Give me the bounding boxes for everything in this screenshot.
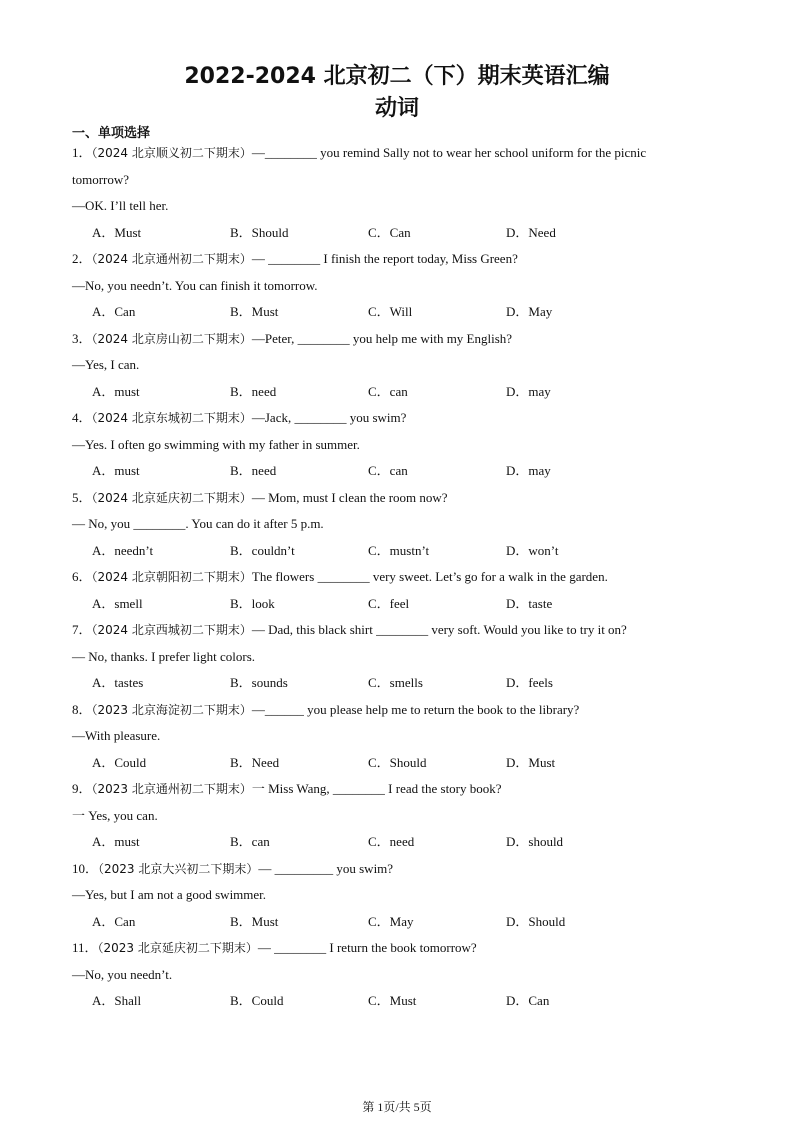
answer-option: C．can xyxy=(368,463,408,478)
question-source: （2024 北京朝阳初二下期末） xyxy=(91,570,252,584)
question-item xyxy=(72,405,732,485)
answer-option: B．need xyxy=(230,463,277,478)
question-stem xyxy=(72,485,732,512)
question-item xyxy=(72,935,732,1015)
question-item xyxy=(72,776,732,856)
answer-options xyxy=(72,988,732,1015)
dialogue-line: —Yes, but I am not a good swimmer. xyxy=(72,887,267,902)
question-stem xyxy=(72,405,732,432)
answer-option: A．Must xyxy=(92,224,142,240)
answer-option: C．feel xyxy=(368,595,410,611)
question-list xyxy=(72,140,732,1015)
question-number: 1． xyxy=(72,145,92,160)
answer-option: C．Should xyxy=(368,754,427,770)
answer-option: D．Can xyxy=(506,993,550,1008)
answer-options xyxy=(72,379,732,406)
question-number: 11． xyxy=(72,940,98,955)
question-number: 8． xyxy=(72,701,92,717)
answer-option: D．May xyxy=(506,304,553,319)
answer-option: C．mustn’t xyxy=(368,542,430,558)
question-source: （2023 北京延庆初二下期末） xyxy=(97,941,258,955)
question-text: — _________ you swim? xyxy=(258,860,394,876)
answer-option: C．Will xyxy=(368,304,413,319)
answer-option: A．Shall xyxy=(92,993,142,1008)
page-footer: 第 1页/共 5页 xyxy=(362,1100,432,1114)
question-source: （2024 北京通州初二下期末） xyxy=(91,252,252,266)
dialogue-line: — No, thanks. I prefer light colors. xyxy=(72,648,256,664)
question-item xyxy=(72,246,732,326)
question-text: — ________ I finish the report today, Miss Green? xyxy=(251,251,518,266)
answer-option: D．feels xyxy=(506,675,553,690)
answer-options xyxy=(72,909,732,936)
answer-options xyxy=(72,538,732,565)
question-stem xyxy=(72,326,732,353)
answer-option: D．taste xyxy=(506,595,553,611)
question-number: 5． xyxy=(72,489,92,505)
dialogue-line: —With pleasure. xyxy=(72,728,161,743)
answer-options xyxy=(72,670,732,697)
answer-option: D．Should xyxy=(506,913,566,929)
question-text: The flowers ________ very sweet. Let’s go for a walk in the garden. xyxy=(251,569,608,584)
answer-option: D．Need xyxy=(506,224,556,240)
dialogue-line: — No, you ________. You can do it after 5 p.m. xyxy=(72,516,324,531)
answer-option: A．must xyxy=(92,383,140,399)
answer-option: B．Should xyxy=(230,224,289,240)
answer-option: A．Can xyxy=(92,913,136,929)
answer-options xyxy=(72,458,732,485)
answer-option: B．Need xyxy=(230,754,280,770)
question-text: —________ you remind Sally not to wear her school uniform for the picnic xyxy=(251,145,647,160)
question-item xyxy=(72,697,732,777)
dialogue-line: —No, you needn’t. xyxy=(72,966,173,982)
answer-option: B．Could xyxy=(230,993,284,1008)
answer-option: B．couldn’t xyxy=(230,542,295,558)
question-number: 2． xyxy=(72,251,92,266)
answer-options xyxy=(72,829,732,856)
answer-option: C．smells xyxy=(368,675,423,690)
answer-option: C．need xyxy=(368,834,415,849)
question-source: （2024 北京延庆初二下期末） xyxy=(91,490,252,505)
question-source: （2023 北京海淀初二下期末） xyxy=(91,702,252,717)
answer-option: D．Must xyxy=(506,754,556,770)
question-text: —______ you please help me to return the book to the library? xyxy=(251,701,580,717)
question-source: （2023 北京通州初二下期末） xyxy=(91,782,252,796)
question-stem xyxy=(72,140,732,167)
answer-option: A．must xyxy=(92,463,140,478)
question-stem xyxy=(72,856,732,883)
dialogue-line: —Yes. I often go swimming with my father in summer. xyxy=(72,436,360,452)
question-source: （2024 北京西城初二下期末） xyxy=(91,623,252,637)
question-stem xyxy=(72,617,732,644)
question-item xyxy=(72,326,732,406)
question-number: 4． xyxy=(72,410,92,425)
question-text: — ________ I return the book tomorrow? xyxy=(257,940,477,955)
question-text: — Dad, this black shirt ________ very soft. Would you like to try it on? xyxy=(251,622,627,637)
question-stem xyxy=(72,776,732,803)
question-source: （2023 北京大兴初二下期末） xyxy=(98,861,259,876)
answer-options xyxy=(72,299,732,326)
dialogue-line: 一 Yes, you can. xyxy=(72,807,158,823)
dialogue-line: —No, you needn’t. You can finish it tomorrow. xyxy=(72,277,318,293)
answer-option: A．smell xyxy=(92,595,143,611)
answer-option: C．May xyxy=(368,913,414,929)
question-stem xyxy=(72,697,732,724)
answer-option: C．Can xyxy=(368,224,411,240)
dialogue-line: —OK. I’ll tell her. xyxy=(72,198,169,213)
question-stem xyxy=(72,246,732,273)
question-text: — Mom, must I clean the room now? xyxy=(251,489,448,505)
answer-option: A．must xyxy=(92,834,140,849)
dialogue-line: —Yes, I can. xyxy=(72,357,140,372)
section-heading: 一、单项选择 xyxy=(72,126,151,141)
question-item xyxy=(72,564,732,617)
answer-option: B．Must xyxy=(230,304,279,319)
answer-options xyxy=(72,220,732,247)
question-item xyxy=(72,140,732,246)
question-text: —Jack, ________ you swim? xyxy=(251,410,407,425)
answer-option: A．Can xyxy=(92,304,136,319)
answer-option: A．Could xyxy=(92,754,147,770)
answer-options xyxy=(72,591,732,618)
answer-option: D．may xyxy=(506,383,551,399)
question-source: （2024 北京顺义初二下期末） xyxy=(91,146,252,160)
answer-option: D．won’t xyxy=(506,542,559,558)
question-number: 7． xyxy=(72,622,92,637)
answer-option: B．can xyxy=(230,834,270,849)
document-title: 2022-2024 北京初二（下）期末英语汇编 xyxy=(184,64,610,89)
answer-option: C．can xyxy=(368,383,408,399)
question-item xyxy=(72,856,732,936)
answer-option: B．sounds xyxy=(230,675,288,690)
question-item xyxy=(72,617,732,697)
answer-option: D．may xyxy=(506,463,551,478)
question-number: 3． xyxy=(72,330,92,346)
question-text: 一 Miss Wang, ________ I read the story book? xyxy=(251,781,502,796)
question-number: 6． xyxy=(72,569,92,584)
answer-option: B．Must xyxy=(230,913,279,929)
question-stem xyxy=(72,935,732,962)
question-source: （2024 北京房山初二下期末） xyxy=(91,331,252,346)
document-subtitle: 动词 xyxy=(374,96,419,121)
answer-option: C．Must xyxy=(368,993,417,1008)
question-number: 10． xyxy=(72,860,99,876)
question-source: （2024 北京东城初二下期末） xyxy=(91,411,252,425)
question-item xyxy=(72,485,732,565)
question-text: —Peter, ________ you help me with my English? xyxy=(251,330,513,346)
answer-option: A．needn’t xyxy=(92,542,154,558)
question-number: 9． xyxy=(72,781,92,796)
answer-option: D．should xyxy=(506,834,564,849)
answer-option: A．tastes xyxy=(92,675,144,690)
question-stem xyxy=(72,564,732,591)
answer-options xyxy=(72,750,732,777)
answer-option: B．need xyxy=(230,383,277,399)
answer-option: B．look xyxy=(230,595,275,611)
dialogue-line: tomorrow? xyxy=(72,171,130,187)
